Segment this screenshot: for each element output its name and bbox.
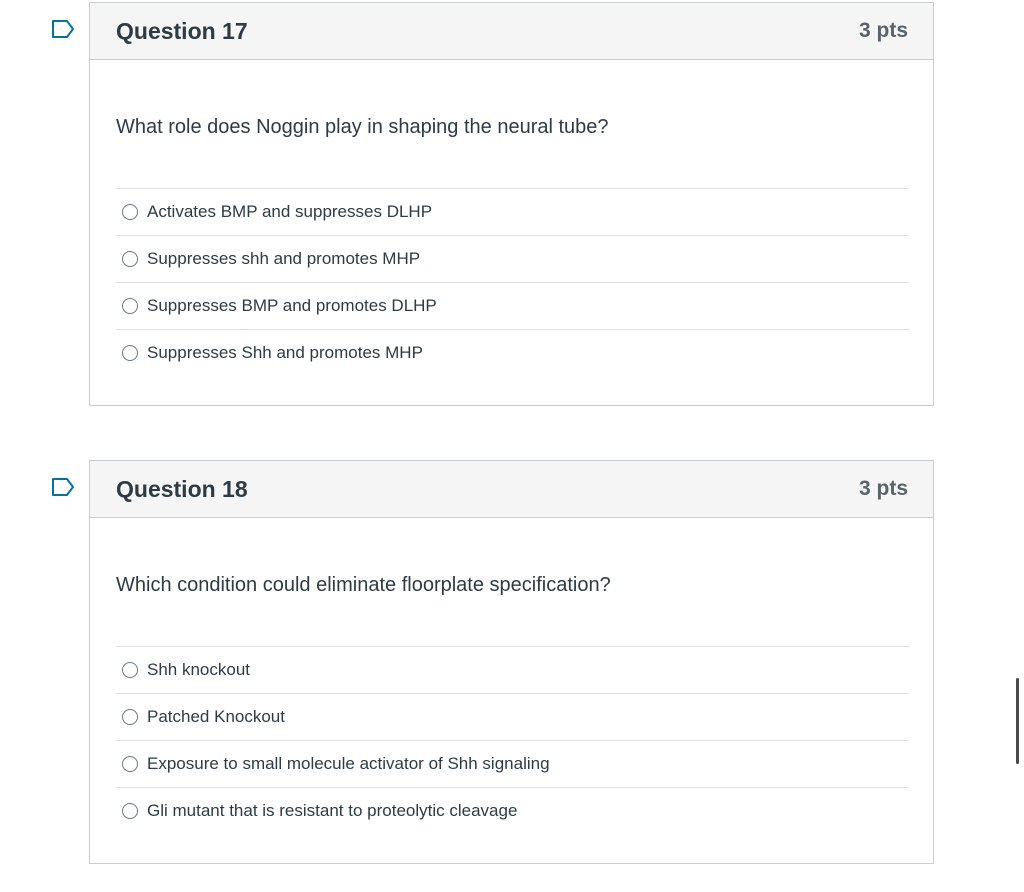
radio-button[interactable]	[122, 709, 138, 725]
answer-label: Exposure to small molecule activator of Shh signaling	[147, 754, 550, 773]
radio-button[interactable]	[122, 204, 138, 220]
answer-option[interactable]	[116, 188, 909, 235]
answer-option[interactable]	[116, 282, 909, 329]
question-title: Question 17	[116, 17, 248, 44]
radio-button[interactable]	[122, 298, 138, 314]
question-text: Which condition could eliminate floorplate specification?	[116, 574, 611, 596]
answer-option[interactable]	[116, 329, 909, 376]
answer-option[interactable]	[116, 646, 909, 693]
vertical-scrollbar[interactable]	[1016, 678, 1019, 764]
answer-option[interactable]	[116, 740, 909, 787]
radio-button[interactable]	[122, 251, 138, 267]
radio-button[interactable]	[122, 756, 138, 772]
question-header	[90, 3, 933, 60]
question-points: 3 pts	[858, 477, 908, 500]
answer-list	[116, 188, 909, 376]
question-18	[89, 460, 934, 864]
flag-question-17-icon[interactable]	[52, 20, 74, 38]
flag-question-18-icon[interactable]	[52, 478, 74, 496]
answer-option[interactable]	[116, 693, 909, 740]
answer-label: Activates BMP and suppresses DLHP	[147, 202, 433, 221]
answer-option[interactable]	[116, 787, 909, 834]
radio-button[interactable]	[122, 345, 138, 361]
answer-label: Shh knockout	[147, 660, 251, 679]
question-17	[89, 2, 934, 406]
answer-option[interactable]	[116, 235, 909, 282]
question-points: 3 pts	[858, 19, 908, 42]
radio-button[interactable]	[122, 803, 138, 819]
answer-label: Suppresses shh and promotes MHP	[147, 249, 421, 268]
answer-label: Suppresses BMP and promotes DLHP	[147, 296, 437, 315]
question-text: What role does Noggin play in shaping the neural tube?	[116, 116, 609, 138]
radio-button[interactable]	[122, 662, 138, 678]
answer-label: Gli mutant that is resistant to proteolytic cleavage	[147, 801, 518, 820]
answer-label: Patched Knockout	[147, 707, 285, 726]
answer-label: Suppresses Shh and promotes MHP	[147, 343, 423, 362]
question-title: Question 18	[116, 475, 248, 502]
question-header	[90, 461, 933, 518]
answer-list	[116, 646, 909, 834]
